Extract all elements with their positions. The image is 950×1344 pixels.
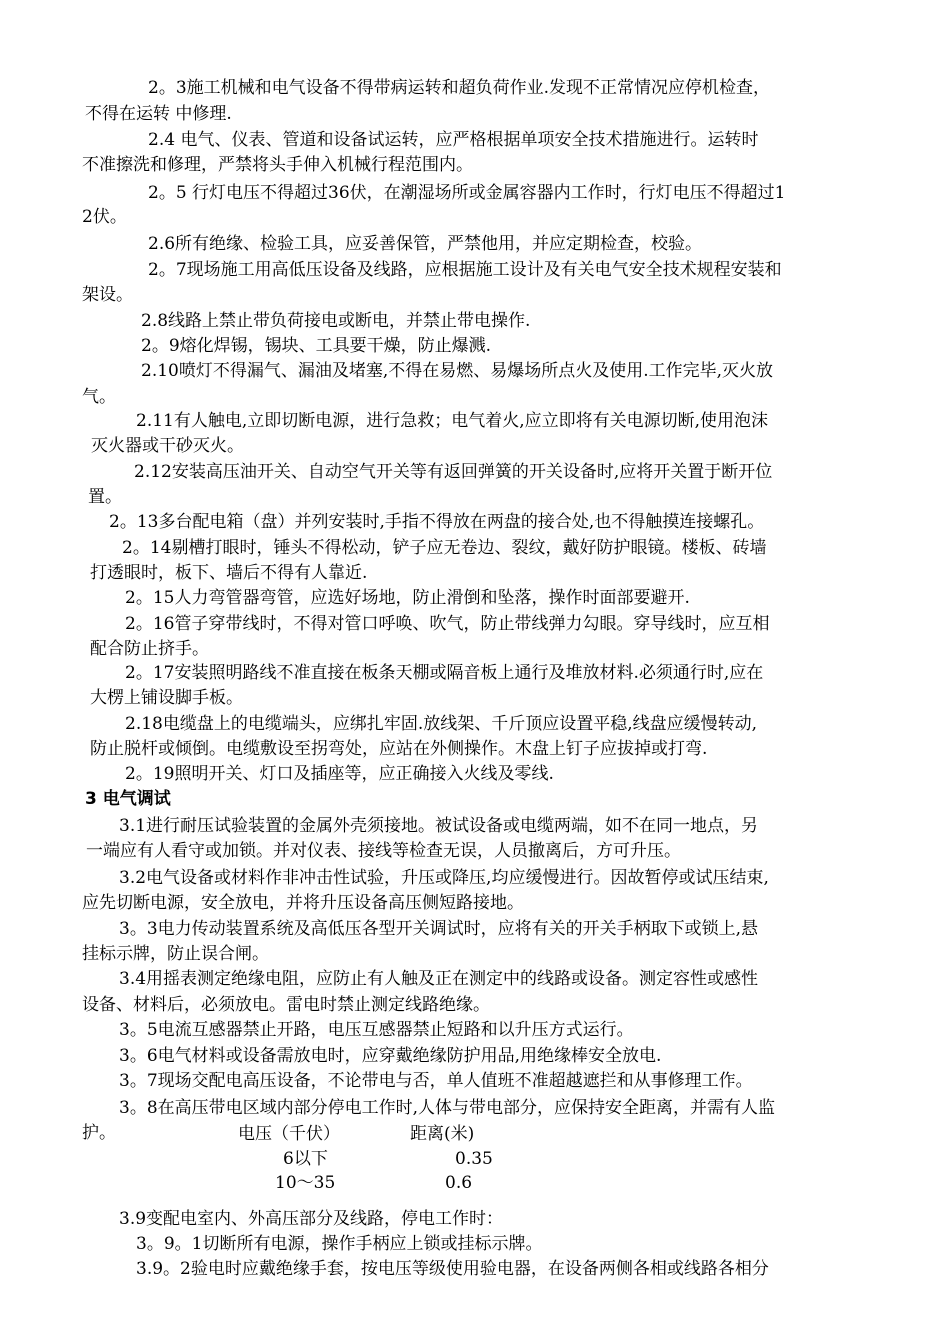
- table-cell-voltage: 6以下: [283, 1149, 328, 1169]
- text-line: 一端应有人看守或加锁。并对仪表、接线等检查无误，人员撤离后，方可升压。: [86, 841, 681, 861]
- text-line: 不准擦洗和修理，严禁将头手伸入机械行程范围内。: [82, 155, 473, 175]
- text-line: 灭火器或干砂灭火。: [91, 436, 244, 456]
- text-line: 2。9熔化焊锡，锡块、工具要干燥，防止爆溅.: [141, 336, 492, 356]
- section-heading: 3 电气调试: [85, 789, 171, 809]
- text-line: 2.8线路上禁止带负荷接电或断电，并禁止带电操作.: [141, 311, 531, 331]
- text-line: 3.9。2验电时应戴绝缘手套，按电压等级使用验电器，在设备两侧各相或线路各相分: [136, 1259, 769, 1279]
- text-line: 架设。: [82, 285, 133, 305]
- text-line: 3.9变配电室内、外高压部分及线路，停电工作时：: [119, 1209, 504, 1229]
- text-line: 2。16管子穿带线时，不得对管口呼唤、吹气，防止带线弹力勾眼。穿导线时，应互相: [125, 614, 770, 634]
- text-line: 3。7现场交配电高压设备，不论带电与否，单人值班不准超越遮拦和从事修理工作。: [119, 1071, 753, 1091]
- text-line: 3。9。1切断所有电源，操作手柄应上锁或挂标示牌。: [136, 1234, 543, 1254]
- table-header-voltage: 电压（千伏）: [238, 1124, 340, 1144]
- text-line: 2。17安装照明路线不准直接在板条天棚或隔音板上通行及堆放材料.必须通行时,应在: [125, 663, 764, 683]
- text-line: 2。3施工机械和电气设备不得带病运转和超负荷作业.发现不正常情况应停机检查，: [148, 78, 771, 98]
- text-line: 2。13多台配电箱（盘）并列安装时,手指不得放在两盘的接合处,也不得触摸连接螺孔。: [109, 512, 765, 532]
- text-line: 2。7现场施工用高低压设备及线路，应根据施工设计及有关电气安全技术规程安装和: [148, 260, 782, 280]
- table-cell-distance: 0.6: [445, 1173, 473, 1193]
- text-line: 2.10喷灯不得漏气、漏油及堵塞,不得在易燃、易爆场所点火及使用.工作完毕,灭火放: [141, 361, 774, 381]
- text-line: 打透眼时，板下、墙后不得有人靠近.: [90, 563, 368, 583]
- text-line: 2.11有人触电,立即切断电源，进行急救；电气着火,应立即将有关电源切断,使用泡沫: [136, 411, 769, 431]
- table-header-distance: 距离(米): [410, 1124, 475, 1144]
- text-line: 2。5 行灯电压不得超过36伏，在潮湿场所或金属容器内工作时，行灯电压不得超过1: [148, 183, 786, 203]
- text-line: 2。14剔槽打眼时，锤头不得松动，铲子应无卷边、裂纹，戴好防护眼镜。楼板、砖墙: [122, 538, 767, 558]
- text-line: 2伏。: [82, 207, 127, 227]
- table-cell-distance: 0.35: [455, 1149, 493, 1169]
- text-line: 2.4 电气、仪表、管道和设备试运转，应严格根据单项安全技术措施进行。运转时: [148, 130, 759, 150]
- text-line: 气。: [82, 387, 116, 407]
- text-line: 2。15人力弯管器弯管，应选好场地，防止滑倒和坠落，操作时面部要避开.: [125, 588, 690, 608]
- text-line: 2。19照明开关、灯口及插座等，应正确接入火线及零线.: [125, 764, 554, 784]
- text-line: 3。6电气材料或设备需放电时，应穿戴绝缘防护用品,用绝缘棒安全放电.: [119, 1046, 662, 1066]
- text-line: 2.18电缆盘上的电缆端头，应绑扎牢固.放线架、千斤顶应设置平稳,线盘应缓慢转动,: [125, 714, 758, 734]
- text-line: 2.12安装高压油开关、自动空气开关等有返回弹簧的开关设备时,应将开关置于断开位: [134, 462, 773, 482]
- text-line: 大楞上铺设脚手板。: [90, 688, 243, 708]
- text-line: 2.6所有绝缘、检验工具，应妥善保管，严禁他用，并应定期检查，校验。: [148, 234, 703, 254]
- text-line: 3.1进行耐压试验装置的金属外壳须接地。被试设备或电缆两端，如不在同一地点，另: [119, 816, 759, 836]
- table-cell-voltage: 10～35: [275, 1173, 336, 1193]
- text-line: 3。5电流互感器禁止开路，电压互感器禁止短路和以升压方式运行。: [119, 1020, 634, 1040]
- text-line: 应先切断电源，安全放电，并将升压设备高压侧短路接地。: [82, 893, 524, 913]
- text-line: 不得在运转 中修理.: [85, 104, 232, 124]
- text-line: 3。3电力传动装置系统及高低压各型开关调试时，应将有关的开关手柄取下或锁上,悬: [119, 919, 759, 939]
- text-line: 护。: [82, 1123, 116, 1143]
- text-line: 挂标示牌，防止误合闸。: [82, 944, 269, 964]
- text-line: 防止脱杆或倾倒。电缆敷设至拐弯处，应站在外侧操作。木盘上钉子应拔掉或打弯.: [90, 739, 708, 759]
- text-line: 3.2电气设备或材料作非冲击性试验，升压或降压,均应缓慢进行。因故暂停或试压结束,: [119, 868, 769, 888]
- text-line: 置。: [88, 487, 122, 507]
- text-line: 配合防止挤手。: [90, 639, 209, 659]
- text-line: 3。8在高压带电区域内部分停电工作时,人体与带电部分，应保持安全距离，并需有人监: [119, 1098, 776, 1118]
- text-line: 设备、材料后，必须放电。雷电时禁止测定线路绝缘。: [82, 995, 490, 1015]
- text-line: 3.4用摇表测定绝缘电阻，应防止有人触及正在测定中的线路或设备。测定容性或感性: [119, 969, 759, 989]
